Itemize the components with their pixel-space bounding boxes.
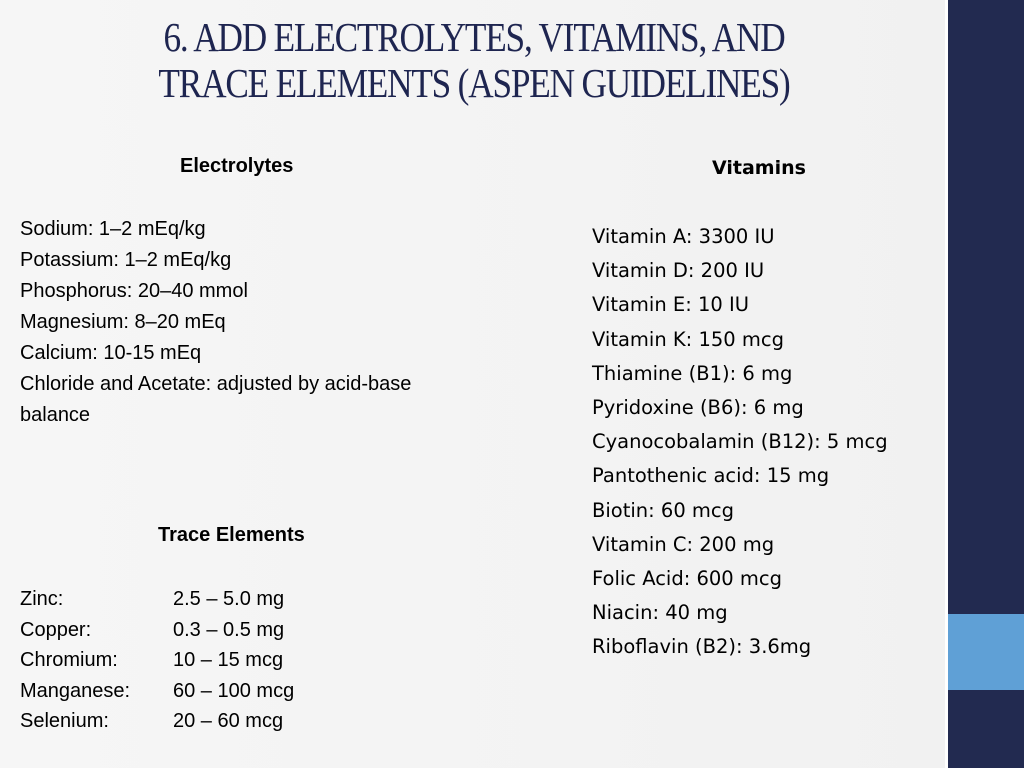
- electrolyte-item-sodium: Sodium: 1–2 mEq/kg: [20, 218, 206, 240]
- vitamin-item-cyanocobalamin: Cyanocobalamin (B12): 5 mcg: [592, 430, 888, 454]
- vitamins-heading: Vitamins: [712, 157, 806, 179]
- slide-title-line-2: TRACE ELEMENTS (ASPEN GUIDELINES): [158, 60, 790, 106]
- trace-item-amount: 20 – 60 mcg: [173, 710, 284, 732]
- vitamin-item-a: Vitamin A: 3300 IU: [592, 225, 775, 248]
- electrolytes-list: [20, 214, 472, 431]
- trace-item-amount: 60 – 100 mcg: [173, 679, 295, 702]
- side-accent-block: [948, 614, 1024, 690]
- slide-title: [66, 14, 881, 106]
- trace-item-selenium: [20, 706, 294, 737]
- vitamin-item-riboflavin: Riboflavin (B2): 3.6mg: [592, 635, 812, 659]
- electrolyte-item-potassium: Potassium: 1–2 mEq/kg: [20, 249, 232, 271]
- vitamin-item-e: Vitamin E: 10 IU: [592, 293, 750, 317]
- slide-title-line-1: 6. ADD ELECTROLYTES, VITAMINS, AND: [163, 14, 785, 60]
- trace-item-amount: 10 – 15 mcg: [173, 649, 284, 671]
- trace-item-manganese: [20, 676, 294, 707]
- trace-item-name: Manganese:: [20, 679, 131, 702]
- trace-item-name: Selenium:: [20, 710, 109, 732]
- trace-item-amount: 0.3 – 0.5 mg: [173, 618, 285, 641]
- vitamin-item-k: Vitamin K: 150 mcg: [592, 327, 784, 351]
- electrolytes-heading: Electrolytes: [180, 155, 294, 177]
- vitamin-item-niacin: Niacin: 40 mg: [592, 601, 728, 625]
- vitamin-item-biotin: Biotin: 60 mcg: [592, 498, 735, 522]
- trace-item-zinc: [20, 584, 294, 615]
- trace-item-name: Chromium:: [20, 649, 118, 671]
- vitamin-item-pantothenic-acid: Pantothenic acid: 15 mg: [592, 464, 830, 488]
- electrolyte-item-magnesium: Magnesium: 8–20 mEq: [20, 311, 226, 333]
- trace-item-name: Zinc:: [20, 588, 64, 610]
- vitamin-item-d: Vitamin D: 200 IU: [592, 259, 765, 283]
- electrolyte-item-calcium: Calcium: 10-15 mEq: [20, 342, 202, 364]
- trace-item-amount: 2.5 – 5.0 mg: [173, 588, 285, 610]
- vitamin-item-c: Vitamin C: 200 mg: [592, 532, 775, 556]
- trace-item-name: Copper:: [20, 618, 92, 641]
- trace-item-copper: [20, 615, 294, 646]
- trace-elements-heading: Trace Elements: [158, 524, 305, 546]
- vitamin-item-folic-acid: Folic Acid: 600 mcg: [592, 567, 783, 591]
- electrolyte-item-chloride-acetate: Chloride and Acetate: adjusted by acid-base balance: [20, 373, 412, 426]
- vitamin-item-pyridoxine: Pyridoxine (B6): 6 mg: [592, 396, 804, 420]
- vitamin-item-thiamine: Thiamine (B1): 6 mg: [592, 361, 793, 385]
- trace-item-chromium: [20, 645, 294, 676]
- vitamins-list: [592, 220, 888, 665]
- trace-elements-list: [20, 584, 294, 737]
- electrolyte-item-phosphorus: Phosphorus: 20–40 mmol: [20, 280, 248, 302]
